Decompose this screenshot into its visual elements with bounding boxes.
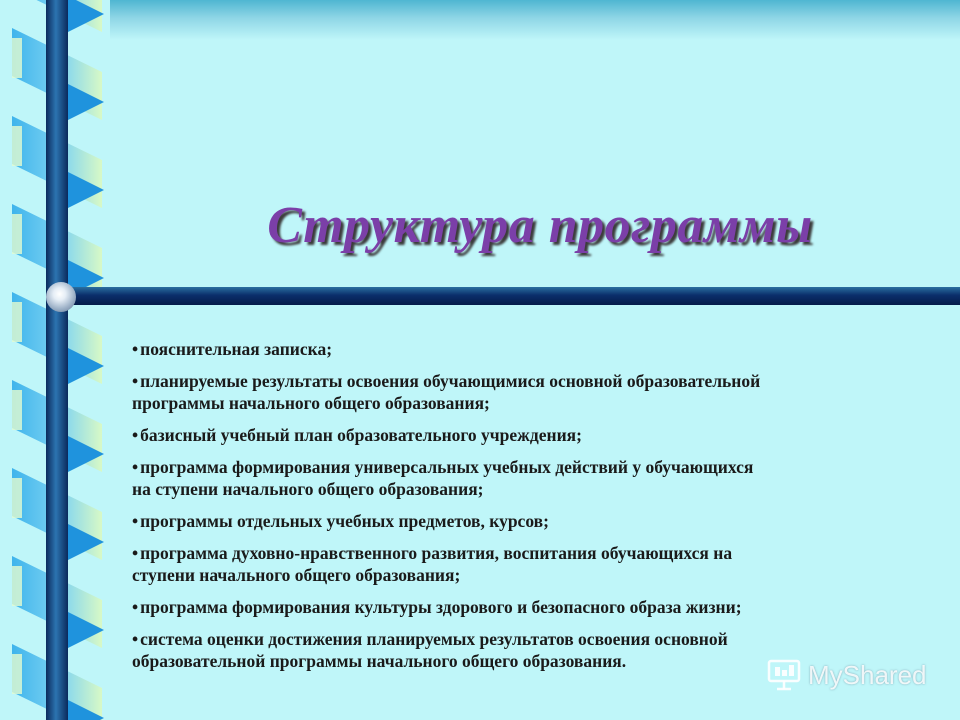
structure-list bbox=[132, 338, 772, 682]
left-decorative-strip bbox=[0, 0, 110, 720]
strip-highlight bbox=[12, 302, 22, 342]
list-item bbox=[132, 338, 772, 360]
list-item bbox=[132, 542, 772, 586]
strip-highlight bbox=[12, 38, 22, 78]
strip-highlight bbox=[12, 390, 22, 430]
divider-knob bbox=[46, 282, 76, 312]
bullet: • bbox=[132, 371, 139, 391]
list-item bbox=[132, 370, 772, 414]
list-item bbox=[132, 456, 772, 500]
list-item-text: базисный учебный план образовательного учреждения; bbox=[140, 425, 582, 445]
bullet: • bbox=[132, 597, 139, 617]
list-item-text: программы отдельных учебных предметов, курсов; bbox=[140, 511, 549, 531]
strip-highlight bbox=[12, 126, 22, 166]
strip-highlight bbox=[12, 214, 22, 254]
title-divider-bar bbox=[62, 287, 960, 305]
list-item bbox=[132, 424, 772, 446]
list-item-text: программа формирования культуры здорового и безопасного образа жизни; bbox=[140, 597, 742, 617]
list-item bbox=[132, 510, 772, 532]
list-item bbox=[132, 628, 772, 672]
strip-highlight bbox=[12, 566, 22, 606]
watermark bbox=[766, 655, 927, 695]
slide-title: Структура программы bbox=[267, 197, 813, 254]
bullet: • bbox=[132, 425, 139, 445]
list-item-text: система оценки достижения планируемых результатов освоения основной образовательной программы начального общего образования. bbox=[132, 629, 728, 671]
bullet: • bbox=[132, 543, 139, 563]
top-gradient-band bbox=[60, 0, 960, 40]
bullet: • bbox=[132, 511, 139, 531]
list-item-text: программа духовно-нравственного развития, воспитания обучающихся на ступени начального общего образования; bbox=[132, 543, 733, 585]
list-item-text: программа формирования универсальных учебных действий у обучающихся на ступени начального общего образования; bbox=[132, 457, 754, 499]
strip-highlight bbox=[12, 478, 22, 518]
strip-highlight bbox=[12, 654, 22, 694]
list-item-text: планируемые результаты освоения обучающимися основной образовательной программы начального общего образования; bbox=[132, 371, 761, 413]
list-item-text: пояснительная записка; bbox=[140, 339, 333, 359]
bullet: • bbox=[132, 457, 139, 477]
presentation-board-icon bbox=[766, 658, 802, 692]
bullet: • bbox=[132, 339, 139, 359]
list-item bbox=[132, 596, 772, 618]
watermark-text: MyShared bbox=[808, 659, 927, 690]
bullet: • bbox=[132, 629, 139, 649]
